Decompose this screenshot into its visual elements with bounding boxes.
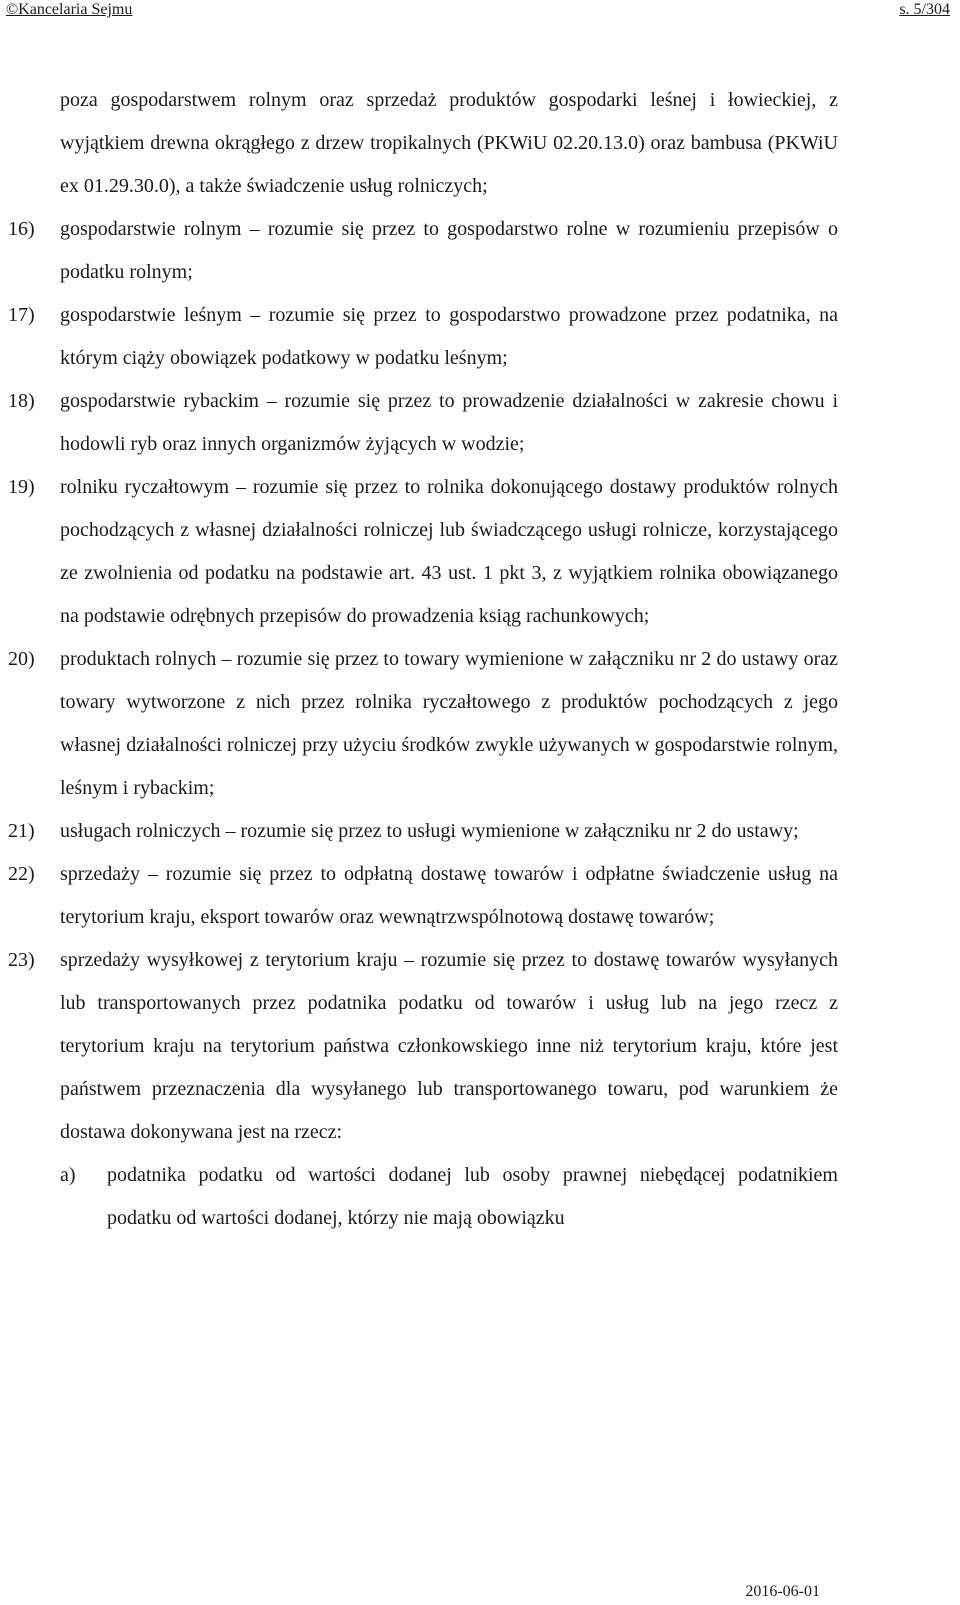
footer-date: 2016-06-01: [745, 1583, 820, 1600]
paragraph-number: 19): [8, 476, 35, 498]
paragraph-text: rolniku ryczałtowym – rozumie się przez to rolnika dokonującego dostawy produktów rolnych pochodzących z własnej działalności rolniczej lub świadczącego usługi rolnicze, korzystającego ze zwolnienia od podatku na podstawie art. 43 ust. 1 pkt 3, z wyjątkiem rolnika obowiązanego na podstawie odrębnych przepisów do prowadzenia ksiąg rachunkowych;: [60, 476, 838, 627]
paragraph-number: 16): [8, 218, 35, 240]
paragraph-continuation: [0, 79, 960, 208]
paragraph-text: poza gospodarstwem rolnym oraz sprzedaż produktów gospodarki leśnej i łowieckiej, z wyjątkiem drewna okrągłego z drzew tropikalnych (PKWiU 02.20.13.0) oraz bambusa (PKWiU ex 01.29.30.0), a także świadczenie usług rolniczych;: [60, 89, 838, 197]
page-number-link[interactable]: s. 5/304: [899, 1, 950, 18]
paragraph-text: gospodarstwie rybackim – rozumie się przez to prowadzenie działalności w zakresie chowu i hodowli ryb oraz innych organizmów żyjących w wodzie;: [60, 390, 838, 455]
paragraph-text: usługach rolniczych – rozumie się przez to usługi wymienione w załączniku nr 2 do ustawy;: [60, 820, 799, 842]
paragraph-number: 23): [8, 949, 35, 971]
subparagraph-letter: a): [60, 1164, 76, 1186]
paragraph-16: [0, 208, 960, 294]
paragraph-number: 21): [8, 820, 35, 842]
paragraph-text: sprzedaży wysyłkowej z terytorium kraju – rozumie się przez to dostawę towarów wysyłanych lub transportowanych przez podatnika podatku od towarów i usług lub na jego rzecz z terytorium kraju na terytorium państwa członkowskiego inne niż terytorium kraju, które jest państwem przeznaczenia dla wysyłanego lub transportowanego towaru, pod warunkiem że dostawa dokonywana jest na rzecz:: [60, 949, 838, 1143]
paragraph-text: sprzedaży – rozumie się przez to odpłatną dostawę towarów i odpłatne świadczenie usług na terytorium kraju, eksport towarów oraz wewnątrzwspólnotową dostawę towarów;: [60, 863, 838, 928]
paragraph-number: 20): [8, 648, 35, 670]
paragraph-text: produktach rolnych – rozumie się przez to towary wymienione w załączniku nr 2 do ustawy oraz towary wytworzone z nich przez rolnika ryczałtowego z produktów pochodzących z jego własnej działalności rolniczej przy użyciu środków zwykle używanych w gospodarstwie rolnym, leśnym i rybackim;: [60, 648, 838, 799]
paragraph-text: gospodarstwie leśnym – rozumie się przez to gospodarstwo prowadzone przez podatnika, na którym ciąży obowiązek podatkowy w podatku leśnym;: [60, 304, 838, 369]
copyright-link[interactable]: ©Kancelaria Sejmu: [6, 1, 133, 18]
paragraph-text: gospodarstwie rolnym – rozumie się przez to gospodarstwo rolne w rozumieniu przepisów o podatku rolnym;: [60, 218, 838, 283]
paragraph-number: 22): [8, 863, 35, 885]
document-body: [0, 79, 960, 1240]
paragraph-18: [0, 380, 960, 466]
subparagraph-a: [0, 1154, 960, 1240]
paragraph-21: [0, 810, 960, 853]
paragraph-number: 18): [8, 390, 35, 412]
paragraph-20: [0, 638, 960, 810]
paragraph-22: [0, 853, 960, 939]
page-header: [6, 0, 950, 22]
paragraph-19: [0, 466, 960, 638]
paragraph-17: [0, 294, 960, 380]
paragraph-23: [0, 939, 960, 1154]
subparagraph-text: podatnika podatku od wartości dodanej lub osoby prawnej niebędącej podatnikiem podatku od wartości dodanej, którzy nie mają obowiązku: [107, 1164, 838, 1229]
paragraph-number: 17): [8, 304, 35, 326]
